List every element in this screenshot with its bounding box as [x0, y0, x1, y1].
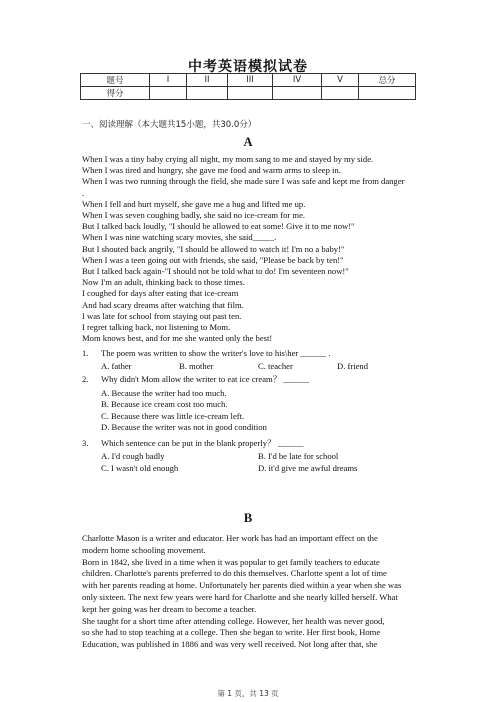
- passage-line: When I was seven coughing badly, she said no ice-cream for me.: [82, 210, 306, 221]
- score-cell[interactable]: [273, 87, 322, 100]
- option-c[interactable]: C. I wasn't old enough: [101, 463, 179, 473]
- score-row-label: 得分: [81, 87, 150, 100]
- score-cell[interactable]: [150, 87, 187, 100]
- question-stem: Which sentence can be put in the blank properly？ ______: [101, 438, 304, 448]
- passage-line: only sixteen. The next few years were hard for Charlotte and she nearly killed herself. What: [82, 591, 398, 602]
- passage-line: But I talked back loudly, "I should be allowed to eat some! Give it to me now!": [82, 221, 355, 232]
- score-header-cell: IV: [273, 74, 322, 87]
- passage-line: children. Charlotte's parents preferred to do this themselves. Charlotte spent a lot of time: [82, 568, 387, 579]
- score-table-header-row: [81, 74, 416, 87]
- page-footer: 第 1 页，共 13 页: [217, 689, 279, 698]
- question-2-options: [101, 388, 267, 434]
- score-table: [80, 73, 416, 100]
- passage-line: .: [82, 187, 85, 198]
- score-header-cell: 总分: [359, 74, 416, 87]
- score-header-cell: I: [150, 74, 187, 87]
- part-b-letter: B: [243, 511, 253, 525]
- option-d[interactable]: D. friend: [337, 361, 369, 371]
- score-table-score-row: [81, 87, 416, 100]
- passage-line: Education, was published in 1886 and was very well received. Not long after that, she: [82, 639, 378, 650]
- option-d[interactable]: D. it'd give me awful dreams: [258, 463, 358, 473]
- passage-line: When I was a teen going out with friends, she said, "Please be back by ten!": [82, 254, 344, 265]
- passage-line: Mom knows best, and for me she wanted only the best!: [82, 333, 273, 344]
- page-title: 中考英语模拟试卷: [188, 59, 308, 75]
- score-header-cell: II: [187, 74, 228, 87]
- passage-line: Now I'm an adult, thinking back to those times.: [82, 277, 245, 288]
- score-cell[interactable]: [187, 87, 228, 100]
- passage-line: When I was tired and hungry, she gave me food and warm arms to sleep in.: [82, 165, 341, 176]
- question-stem: The poem was written to show the writer's love to his\her ______ .: [101, 348, 331, 358]
- passage-line: But I talked back again-"I should not be told what to do! I'm seventeen now!": [82, 266, 349, 277]
- passage-line: I was late for school from staying out past ten.: [82, 310, 242, 321]
- passage-line: Born in 1842, she lived in a time when it was popular to get family teachers to educate: [82, 556, 380, 567]
- question-number: 1.: [82, 348, 89, 358]
- passage-line: But I shouted back angrily, "I should be allowed to watch it! I'm no a baby!": [82, 243, 345, 254]
- passage-line: I coughed for days after eating that ice-cream: [82, 288, 239, 299]
- score-cell[interactable]: [228, 87, 273, 100]
- option-a[interactable]: A. Because the writer had too much.: [101, 388, 227, 398]
- passage-line: When I was nine watching scary movies, she said_____.: [82, 232, 277, 243]
- score-header-cell: V: [322, 74, 359, 87]
- passage-line: kept her going was her dream to become a teacher.: [82, 603, 257, 614]
- option-a[interactable]: A. I'd cough badly: [101, 451, 165, 461]
- question-number: 2.: [82, 374, 89, 384]
- score-cell[interactable]: [359, 87, 416, 100]
- passage-line: When I was two running through the field, she made sure I was safe and kept me from danger: [82, 176, 405, 187]
- passage-line: When I was a tiny baby crying all night, my mom sang to me and stayed by my side.: [82, 154, 374, 164]
- passage-line: with her parents reading at home. Unfortunately her parents died within a year when she was: [82, 580, 402, 591]
- passage-line: When I fell and hurt myself, she gave me a hug and lifted me up.: [82, 198, 306, 209]
- passage-line: I regret talking back, not listening to Mom.: [82, 322, 231, 333]
- option-b[interactable]: B. Because ice cream cost too much.: [101, 399, 228, 410]
- option-c[interactable]: C. teacher: [258, 361, 293, 371]
- option-a[interactable]: A. father: [101, 361, 132, 371]
- option-b[interactable]: B. mother: [179, 361, 214, 371]
- option-c[interactable]: C. Because there was little ice-cream left.: [101, 410, 245, 421]
- part-a-letter: A: [243, 135, 253, 149]
- passage-line: Charlotte Mason is a writer and educator. Her work has had an important effect on the: [82, 533, 378, 543]
- passage-line: modern home schooling movement.: [82, 544, 206, 555]
- section-heading: 一、阅读理解（本大题共15小题，共30.0分）: [82, 120, 257, 130]
- passage-line: And had scary dreams after watching that film.: [82, 299, 244, 310]
- score-header-cell: III: [228, 74, 273, 87]
- passage-line: She taught for a short time after attending college. However, her health was never good,: [82, 615, 385, 626]
- question-number: 3.: [82, 438, 89, 448]
- question-stem: Why didn't Mom allow the writer to eat ice cream？ ______: [101, 374, 310, 384]
- score-cell[interactable]: [322, 87, 359, 100]
- option-b[interactable]: B. I'd be late for school: [258, 451, 339, 461]
- passage-line: so she had to stop teaching at a college. Then she began to write. Her first book, Home: [82, 627, 381, 638]
- option-d[interactable]: D. Because the writer was not in good condition: [101, 422, 267, 433]
- part-b-passage: [82, 533, 422, 651]
- part-a-passage: [82, 154, 422, 344]
- score-header-cell: 题号: [81, 74, 150, 87]
